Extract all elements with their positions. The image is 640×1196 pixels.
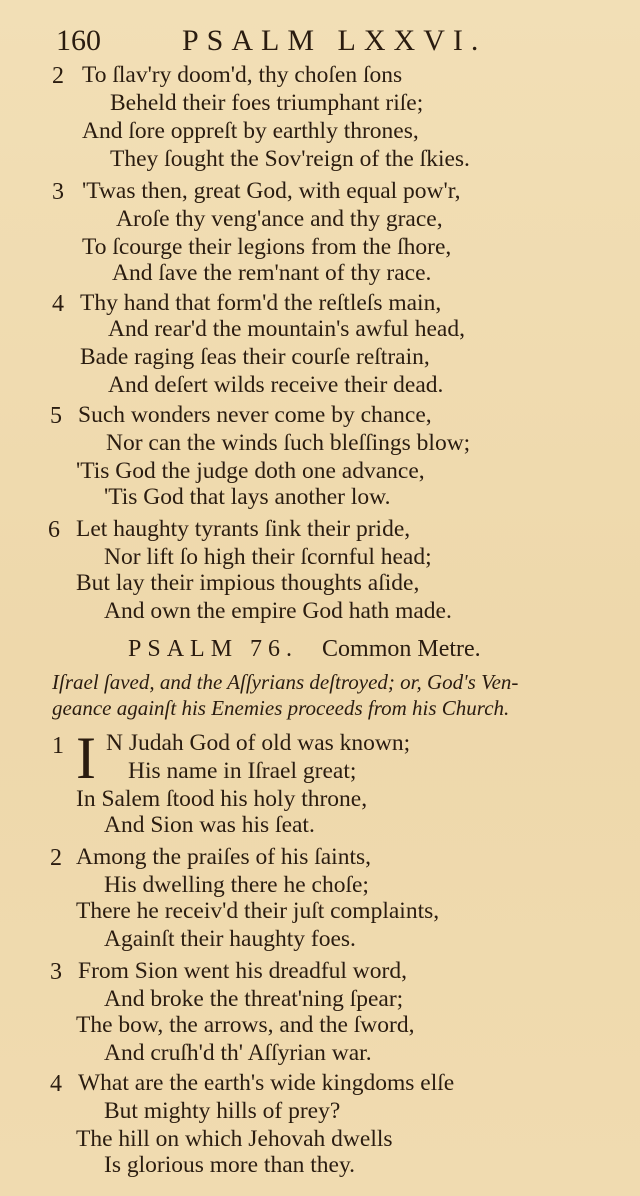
verse-line: The bow, the arrows, and the ſword,: [76, 1012, 415, 1038]
verse-line: In Salem ſtood his holy throne,: [76, 786, 368, 812]
page-header: [56, 22, 614, 58]
verse-line: And rear'd the mountain's awful head,: [108, 316, 465, 342]
verse-number: 4: [52, 291, 64, 317]
verse-line: And cruſh'd th' Aſſyrian war.: [104, 1040, 372, 1066]
psalm-76-heading: [128, 636, 481, 663]
verse-line: N Judah God of old was known;: [106, 730, 411, 756]
verse-number: 3: [52, 179, 64, 205]
verse-line: His dwelling there he choſe;: [104, 872, 369, 898]
verse-line: Among the praiſes of his ſaints,: [76, 844, 372, 870]
verse-line: Let haughty tyrants ſink their pride,: [76, 516, 411, 542]
verse-line: 'Tis God the judge doth one advance,: [76, 458, 425, 484]
verse-line: And own the empire God hath made.: [104, 598, 452, 624]
verse-line: And Sion was his ſeat.: [104, 812, 315, 838]
verse-line: Bade raging ſeas their courſe reſtrain,: [80, 344, 430, 370]
verse-line: The hill on which Jehovah dwells: [76, 1126, 393, 1152]
verse-line: To ſcourge their legions from the ſhore,: [82, 234, 452, 260]
verse-line: Such wonders never come by chance,: [78, 402, 432, 428]
verse-line: And broke the threat'ning ſpear;: [104, 986, 404, 1012]
verse-line: Thy hand that form'd the reſtleſs main,: [80, 290, 442, 316]
verse-line: From Sion went his dreadful word,: [78, 958, 407, 984]
verse-line: Is glorious more than they.: [104, 1152, 356, 1178]
verse-line: There he receiv'd their juſt complaints,: [76, 898, 440, 924]
drop-cap: I: [76, 725, 96, 791]
verse-line: And ſave the rem'nant of thy race.: [112, 260, 432, 286]
verse-line: His name in Iſrael great;: [128, 758, 357, 784]
verse-line: But mighty hills of prey?: [104, 1098, 341, 1124]
psalm-title: PSALM 76.: [128, 636, 299, 662]
verse-line: 'Tis God that lays another low.: [104, 484, 391, 510]
verse-number: 4: [50, 1071, 62, 1097]
verse-line: They ſought the Sov'reign of the ſkies.: [110, 146, 470, 172]
verse-line: But lay their impious thoughts aſide,: [76, 570, 420, 596]
verse-number: 5: [50, 403, 62, 429]
verse-line: Againſt their haughty foes.: [104, 926, 356, 952]
verse-line: Nor lift ſo high their ſcornful head;: [104, 544, 432, 570]
verse-line: Aroſe thy veng'ance and thy grace,: [116, 206, 443, 232]
verse-line: What are the earth's wide kingdoms elſe: [78, 1070, 455, 1096]
verse-number: 1: [52, 733, 64, 759]
psalm-subtitle-line-2: geance againſt his Enemies proceeds from his Church.: [52, 696, 510, 720]
running-title: PSALM LXXVI.: [182, 24, 487, 57]
verse-number: 2: [50, 845, 62, 871]
page-number: 160: [56, 24, 101, 57]
verse-line: And deſert wilds receive their dead.: [108, 372, 444, 398]
verse-line: Nor can the winds ſuch bleſſings blow;: [106, 430, 471, 456]
verse-number: 2: [52, 63, 64, 89]
psalm-subtitle-line-1: Iſrael ſaved, and the Aſſyrians deſtroyed; or, God's Ven-: [52, 670, 519, 694]
verse-line: And ſore oppreſt by earthly thrones,: [82, 118, 419, 144]
verse-line: 'Twas then, great God, with equal pow'r,: [82, 178, 461, 204]
verse-line: Beheld their foes triumphant riſe;: [110, 90, 424, 116]
verse-number: 3: [50, 959, 62, 985]
verse-line: To ſlav'ry doom'd, thy choſen ſons: [82, 62, 403, 88]
metre-label: Common Metre.: [322, 636, 481, 662]
verse-number: 6: [48, 517, 60, 543]
